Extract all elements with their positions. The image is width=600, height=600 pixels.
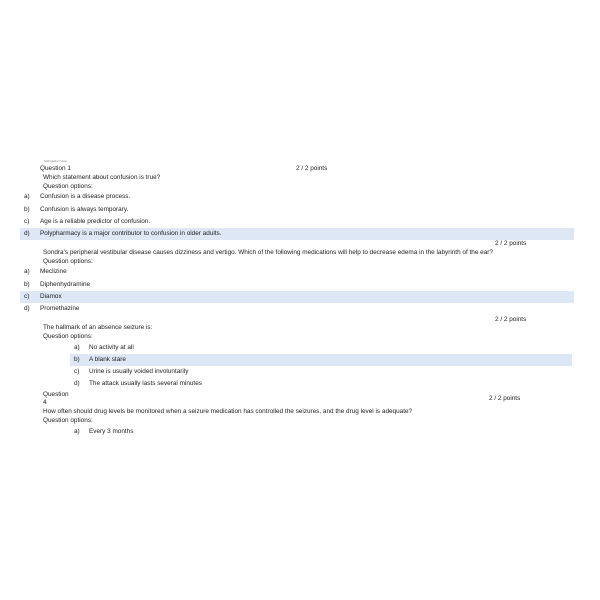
q2-option-b-letter: b) [24, 281, 30, 288]
q1-option-b-letter: b) [24, 206, 30, 213]
question-1-text: Which statement about confusion is true? [43, 174, 161, 181]
q1-option-a[interactable]: Confusion is a disease process. [40, 193, 131, 200]
question-2-text: Sondra’s peripheral vestibular disease causes dizziness and vertigo. Which of the following medications will help to decrease edema in the labyrinth of the ear? [43, 249, 493, 256]
question-4-points: 2 / 2 points [489, 395, 521, 402]
q3-option-a-letter: a) [74, 344, 80, 351]
q3-option-b[interactable]: A blank stare [89, 356, 126, 363]
q1-option-b[interactable]: Confusion is always temporary. [40, 206, 129, 213]
q3-selected-highlight [70, 354, 572, 366]
q1-option-c-letter: c) [24, 218, 30, 225]
header-mark: Submission View [44, 159, 67, 163]
question-1-points: 2 / 2 points [296, 165, 328, 172]
q2-option-d[interactable]: Promethazine [40, 305, 80, 312]
q3-option-a[interactable]: No activity at all [89, 344, 134, 351]
q2-option-d-letter: d) [24, 305, 30, 312]
q2-option-b[interactable]: Diphenhydramine [40, 281, 91, 288]
question-4-title: Question [43, 391, 69, 398]
q3-option-c[interactable]: Urine is usually voided involuntarily [89, 368, 189, 375]
q4-option-a[interactable]: Every 3 months [89, 428, 134, 435]
q3-option-c-letter: c) [74, 368, 80, 375]
question-4-text: How often should drug levels be monitored when a seizure medication has controlled the seizures, and the drug level is adequate? [43, 408, 413, 415]
q3-option-b-letter: b) [74, 356, 80, 363]
q2-option-c[interactable]: Diamox [40, 293, 62, 300]
q2-selected-highlight [20, 291, 574, 303]
question-2-options-label: Question options: [43, 258, 93, 265]
question-4-number: 4 [43, 399, 47, 406]
question-3-points: 2 / 2 points [495, 316, 527, 323]
question-4-options-label: Question options: [43, 417, 93, 424]
question-2-points: 2 / 2 points [495, 240, 527, 247]
q1-option-d[interactable]: Polypharmacy is a major contributor to confusion in older adults. [40, 230, 222, 237]
q2-option-a-letter: a) [24, 268, 30, 275]
question-3-options-label: Question options: [43, 333, 93, 340]
question-3-text: The hallmark of an absence seizure is: [43, 324, 153, 331]
q4-option-a-letter: a) [74, 428, 80, 435]
q2-option-c-letter: c) [24, 293, 30, 300]
q1-option-a-letter: a) [24, 193, 30, 200]
q3-option-d[interactable]: The attack usually lasts several minutes [89, 380, 202, 387]
question-1-title: Question 1 [40, 165, 71, 172]
q3-option-d-letter: d) [74, 380, 80, 387]
q2-option-a[interactable]: Meclizine [40, 268, 67, 275]
q1-option-c[interactable]: Age is a reliable predictor of confusion. [40, 218, 151, 225]
q1-option-d-letter: d) [24, 230, 30, 237]
question-1-options-label: Question options: [43, 183, 93, 190]
